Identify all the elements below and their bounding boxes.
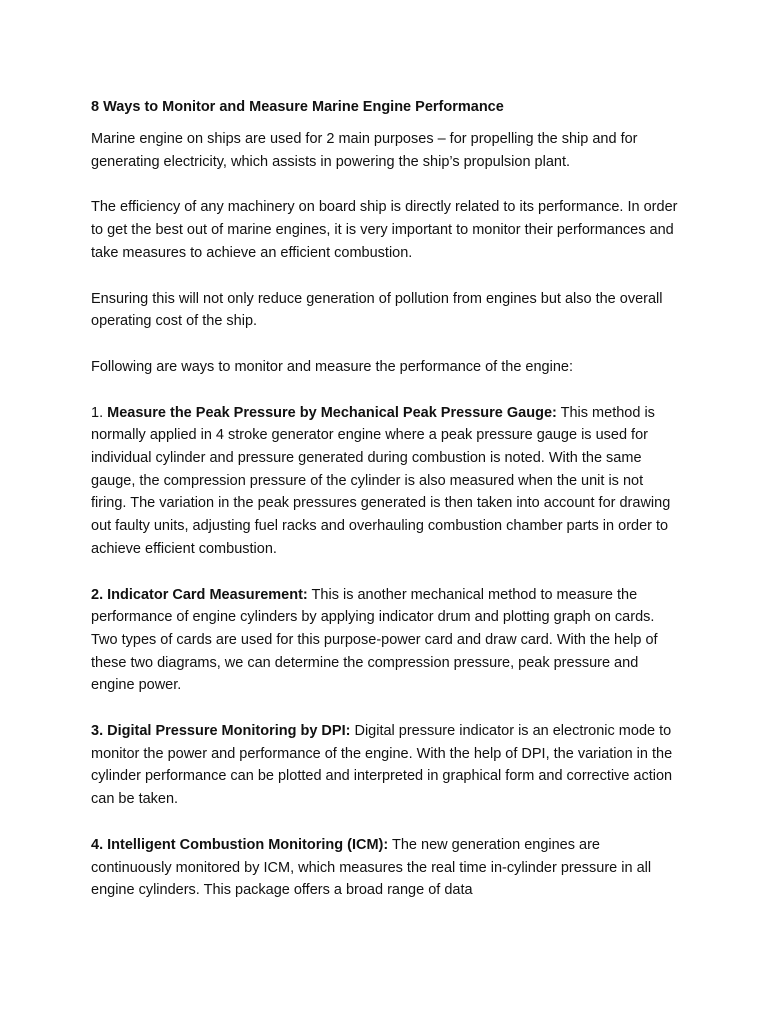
- method-item-3: [91, 720, 681, 811]
- document-page: [91, 96, 681, 925]
- document-title: 8 Ways to Monitor and Measure Marine Engine Performance: [91, 99, 504, 115]
- method-text: The new generation engines are continuously monitored by ICM, which measures the real time in-cylinder pressure in all engine cylinders. This package offers a broad range of data: [91, 836, 652, 899]
- method-number: 1.: [91, 404, 104, 421]
- method-number: 3.: [91, 723, 104, 740]
- method-item-1: [91, 402, 681, 561]
- method-text: This method is normally applied in 4 stroke generator engine where a peak pressure gauge is used for individual cylinder and pressure generated during combustion is noted. With the same gauge, the compression pressure of the cylinder is also measured when the unit is not firing. The variation in the peak pressures generated is then taken into account for drawing out faulty units, adjusting fuel racks and overhauling combustion chamber parts in order to achieve efficient combustion.: [91, 404, 671, 557]
- method-number: 4.: [91, 836, 104, 853]
- method-heading: Measure the Peak Pressure by Mechanical Peak Pressure Gauge:: [107, 404, 557, 421]
- intro-paragraph-3: Ensuring this will not only reduce generation of pollution from engines but also the overall operating cost of the ship.: [91, 290, 663, 330]
- method-heading: Indicator Card Measurement:: [107, 586, 308, 603]
- method-text: Digital pressure indicator is an electronic mode to monitor the power and performance of the engine. With the help of DPI, the variation in the cylinder performance can be plotted and interpreted in graphical form and corrective action can be taken.: [91, 723, 673, 808]
- intro-paragraph-4: Following are ways to monitor and measure the performance of the engine:: [91, 358, 573, 375]
- method-text: This is another mechanical method to measure the performance of engine cylinders by applying indicator drum and plotting graph on cards. Two types of cards are used for this purpose-power card and draw card. With the help of these two diagrams, we can determine the compression pressure, peak pressure and engine power.: [91, 586, 658, 694]
- intro-paragraph-2: The efficiency of any machinery on board ship is directly related to its performance. In order to get the best out of marine engines, it is very important to monitor their performances and take measures to achieve an efficient combustion.: [91, 199, 678, 261]
- intro-paragraph-1: Marine engine on ships are used for 2 main purposes – for propelling the ship and for generating electricity, which assists in powering the ship’s propulsion plant.: [91, 131, 638, 170]
- method-item-4: [91, 834, 681, 902]
- method-heading: Digital Pressure Monitoring by DPI:: [107, 723, 351, 740]
- method-item-2: [91, 584, 681, 698]
- method-number: 2.: [91, 586, 104, 603]
- method-heading: Intelligent Combustion Monitoring (ICM):: [107, 836, 389, 853]
